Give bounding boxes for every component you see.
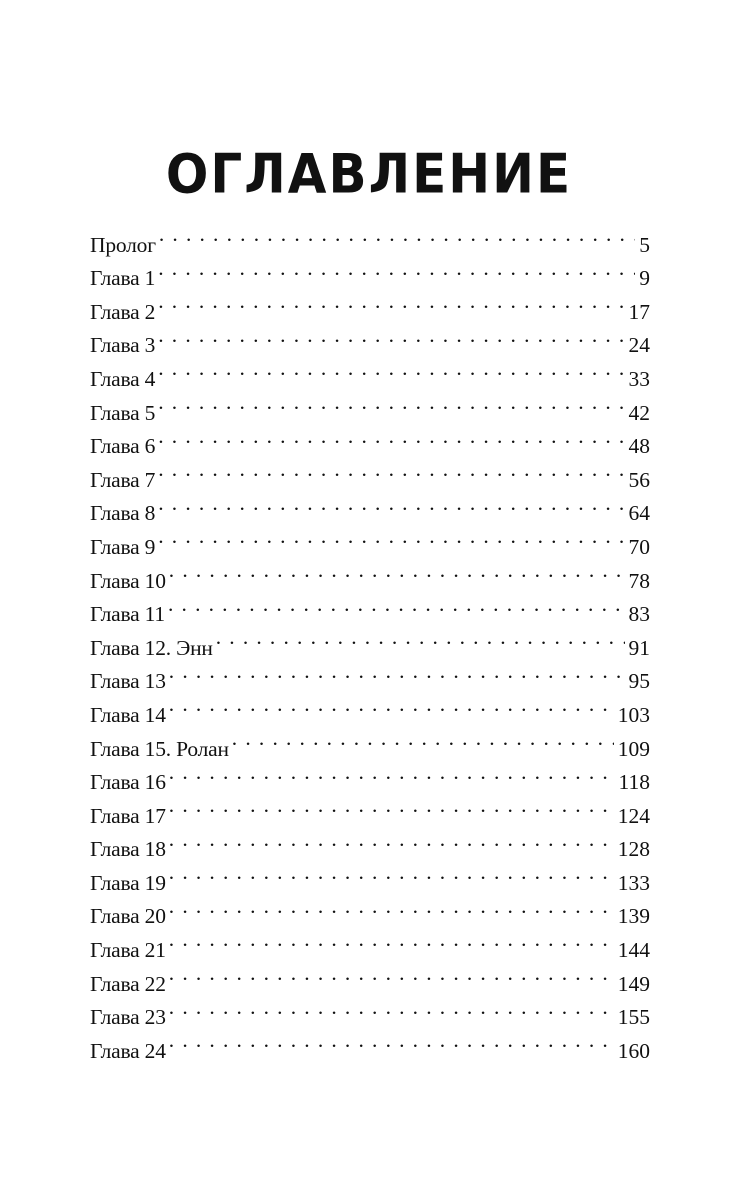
toc-entry-page-number: 70	[628, 534, 650, 559]
toc-dot-leader	[169, 1024, 614, 1058]
toc-entry-page-number: 160	[617, 1038, 650, 1063]
toc-entry-page-number: 33	[628, 366, 650, 391]
toc-entry-page-number: 9	[639, 266, 650, 291]
toc-dot-leader	[158, 487, 624, 521]
toc-entry	[90, 957, 650, 996]
toc-dot-leader	[158, 386, 624, 420]
toc-entry-page-number: 128	[617, 837, 650, 862]
toc-entry	[90, 621, 650, 660]
toc-entry-label: Глава 23	[90, 1005, 166, 1030]
toc-entry-page-number: 149	[617, 971, 650, 996]
toc-entry-label: Глава 15. Ролан	[90, 736, 229, 761]
toc-entry-label: Глава 20	[90, 904, 166, 929]
toc-entry-label: Глава 2	[90, 299, 156, 324]
toc-entry-page-number: 133	[617, 870, 650, 895]
toc-entry-label: Глава 1	[90, 266, 156, 291]
toc-dot-leader	[169, 923, 614, 957]
toc-entry	[90, 487, 650, 526]
toc-entry	[90, 252, 650, 291]
toc-entry-page-number: 48	[628, 434, 650, 459]
toc-entry-label: Глава 9	[90, 534, 156, 559]
toc-entry	[90, 588, 650, 627]
toc-entry-label: Глава 14	[90, 702, 166, 727]
toc-dot-leader	[169, 890, 614, 924]
toc-entry-label: Глава 4	[90, 366, 156, 391]
toc-entry	[90, 285, 650, 324]
toc-entry	[90, 856, 650, 895]
toc-dot-leader	[169, 789, 614, 823]
toc-dot-leader	[158, 285, 624, 319]
toc-entry-label: Глава 21	[90, 938, 166, 963]
toc-entry-label: Глава 6	[90, 434, 156, 459]
toc-entry-page-number: 83	[628, 602, 650, 627]
toc-entry-page-number: 124	[617, 803, 650, 828]
toc-dot-leader	[169, 856, 614, 890]
toc-entry-label: Пролог	[90, 232, 156, 257]
toc-entry	[90, 923, 650, 963]
toc-entry-page-number: 103	[617, 702, 650, 727]
toc-dot-leader	[158, 520, 624, 554]
toc-entry	[90, 386, 650, 425]
toc-entry	[90, 352, 650, 391]
toc-dot-leader	[169, 756, 615, 790]
toc-entry	[90, 756, 650, 795]
toc-entry-label: Глава 22	[90, 971, 166, 996]
toc-dot-leader	[216, 621, 625, 655]
toc-dot-leader	[169, 957, 614, 991]
toc-entry-page-number: 95	[628, 669, 650, 694]
toc-entry	[90, 655, 650, 694]
toc-dot-leader	[158, 252, 635, 286]
toc-dot-leader	[168, 588, 625, 622]
toc-entry-page-number: 24	[628, 333, 650, 358]
toc-entry-label: Глава 8	[90, 501, 156, 526]
toc-entry-page-number: 144	[617, 938, 650, 963]
toc-dot-leader	[169, 991, 614, 1025]
toc-dot-leader	[158, 319, 624, 353]
toc-dot-leader	[158, 352, 624, 386]
toc-entry-label: Глава 17	[90, 803, 166, 828]
table-of-contents	[90, 218, 650, 1063]
toc-entry	[90, 789, 650, 828]
toc-entry	[90, 218, 650, 257]
toc-entry-page-number: 42	[628, 400, 650, 425]
toc-entry-page-number: 155	[617, 1005, 650, 1030]
toc-entry	[90, 520, 650, 559]
toc-dot-leader	[158, 453, 624, 487]
toc-dot-leader	[159, 218, 635, 252]
toc-entry-page-number: 64	[628, 501, 650, 526]
toc-entry	[90, 823, 650, 862]
toc-entry-label: Глава 16	[90, 770, 166, 795]
toc-entry-label: Глава 7	[90, 467, 156, 492]
toc-dot-leader	[169, 655, 625, 689]
toc-entry	[90, 688, 650, 727]
toc-dot-leader	[169, 688, 614, 722]
toc-entry-page-number: 139	[617, 904, 650, 929]
toc-dot-leader	[158, 420, 624, 454]
toc-entry-label: Глава 19	[90, 870, 166, 895]
toc-entry	[90, 890, 650, 929]
toc-entry	[90, 453, 650, 492]
toc-entry-page-number: 118	[618, 770, 650, 795]
toc-entry-label: Глава 10	[90, 568, 166, 593]
toc-entry-label: Глава 13	[90, 669, 166, 694]
toc-entry-label: Глава 12. Энн	[90, 635, 213, 660]
toc-dot-leader	[232, 722, 614, 756]
toc-entry-label: Глава 18	[90, 837, 166, 862]
toc-dot-leader	[169, 554, 625, 588]
toc-entry	[90, 420, 650, 459]
toc-entry-label: Глава 5	[90, 400, 156, 425]
toc-entry-page-number: 5	[639, 232, 650, 257]
toc-entry-label: Глава 11	[90, 602, 165, 627]
toc-entry-page-number: 91	[628, 635, 650, 660]
toc-entry-page-number: 78	[628, 568, 650, 593]
toc-dot-leader	[169, 823, 614, 857]
page-title: ОГЛАВЛЕНИЕ	[165, 142, 573, 205]
toc-entry	[90, 1024, 650, 1063]
toc-entry-page-number: 17	[628, 299, 650, 324]
toc-entry-page-number: 56	[628, 467, 650, 492]
toc-entry-page-number: 109	[617, 736, 650, 761]
toc-entry	[90, 722, 650, 761]
toc-entry-label: Глава 24	[90, 1038, 166, 1063]
toc-entry	[90, 991, 650, 1030]
toc-entry-label: Глава 3	[90, 333, 156, 358]
toc-entry	[90, 554, 650, 593]
toc-entry	[90, 319, 650, 358]
